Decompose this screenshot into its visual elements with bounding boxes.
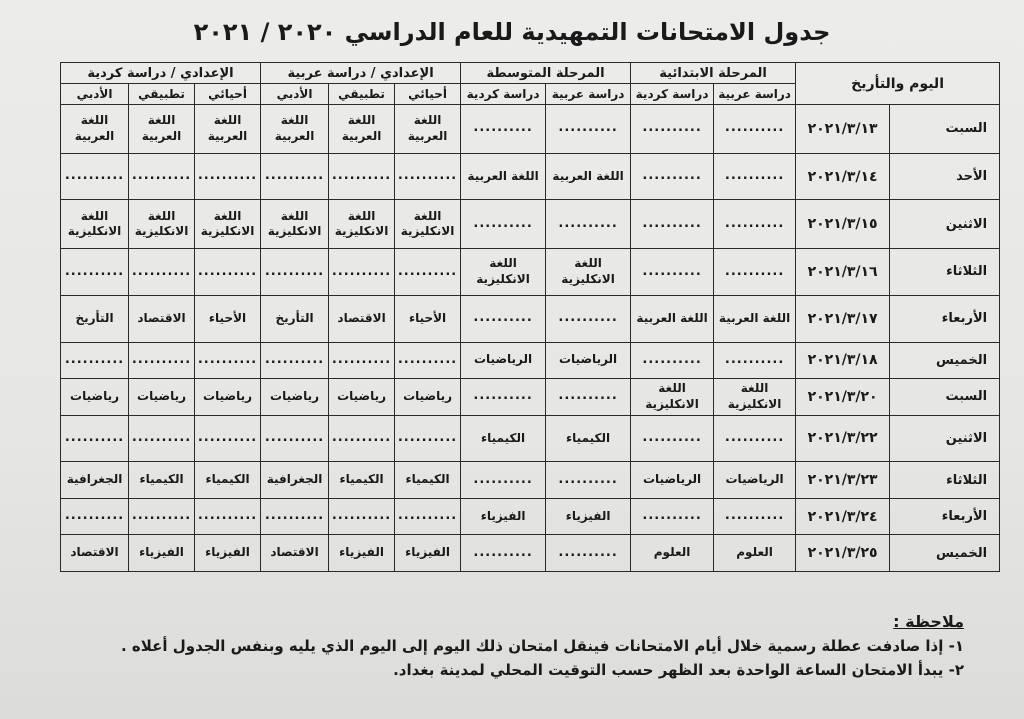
subject-cell: الجغرافية — [61, 462, 129, 499]
subject-cell: رياضيات — [395, 379, 461, 416]
table-row — [61, 498, 1000, 535]
subject-cell: اللغة الانكليزية — [461, 249, 546, 296]
day-cell: الاثنين — [890, 415, 1000, 462]
subject-cell: الفيزياء — [129, 535, 195, 572]
subject-cell: اللغة الانكليزية — [261, 200, 329, 249]
subject-cell: رياضيات — [195, 379, 261, 416]
day-cell: السبت — [890, 379, 1000, 416]
day-cell: السبت — [890, 105, 1000, 154]
subject-cell: اللغة العربية — [546, 153, 631, 200]
subject-cell: .......... — [546, 379, 631, 416]
subject-cell: .......... — [61, 153, 129, 200]
subject-cell: .......... — [395, 249, 461, 296]
subheader: أحيائي — [195, 84, 261, 105]
subheader: الأدبي — [61, 84, 129, 105]
subject-cell: الكيمياء — [129, 462, 195, 499]
note-line-1: ١- إذا صادفت عطلة رسمية خلال أيام الامتحانات فينقل امتحان ذلك اليوم إلى اليوم الذي يليه وبنفس الجدول أعلاه . — [120, 637, 964, 655]
subject-cell: الرياضيات — [546, 342, 631, 379]
subject-cell: .......... — [61, 415, 129, 462]
subject-cell: العلوم — [714, 535, 796, 572]
notes-section — [64, 612, 964, 679]
header-day-date: اليوم والتأريخ — [796, 63, 1000, 105]
subject-cell: رياضيات — [261, 379, 329, 416]
subject-cell: الفيزياء — [461, 498, 546, 535]
subject-cell: .......... — [714, 105, 796, 154]
subject-cell: .......... — [461, 535, 546, 572]
subject-cell: .......... — [546, 200, 631, 249]
subject-cell: .......... — [329, 415, 395, 462]
table-row — [61, 295, 1000, 342]
subject-cell: الكيمياء — [546, 415, 631, 462]
subject-cell: رياضيات — [129, 379, 195, 416]
subheader: دراسة عربية — [714, 84, 796, 105]
subject-cell: .......... — [261, 249, 329, 296]
subject-cell: اللغة الانكليزية — [546, 249, 631, 296]
subject-cell: .......... — [129, 249, 195, 296]
subject-cell: الاقتصاد — [61, 535, 129, 572]
subject-cell: .......... — [714, 153, 796, 200]
subject-cell: اللغة الانكليزية — [631, 379, 714, 416]
subject-cell: .......... — [714, 342, 796, 379]
subject-cell: .......... — [395, 498, 461, 535]
subject-cell: التأريخ — [61, 295, 129, 342]
subject-cell: الكيمياء — [329, 462, 395, 499]
subject-cell: .......... — [461, 105, 546, 154]
subject-cell: .......... — [631, 249, 714, 296]
subject-cell: .......... — [261, 498, 329, 535]
subject-cell: .......... — [714, 415, 796, 462]
subject-cell: اللغة العربية — [461, 153, 546, 200]
subject-cell: .......... — [329, 249, 395, 296]
date-cell: ٢٠٢١/٣/١٤ — [796, 153, 890, 200]
day-cell: الثلاثاء — [890, 249, 1000, 296]
day-cell: الاثنين — [890, 200, 1000, 249]
subject-cell: اللغة الانكليزية — [714, 379, 796, 416]
date-cell: ٢٠٢١/٣/١٧ — [796, 295, 890, 342]
date-cell: ٢٠٢١/٣/٢٣ — [796, 462, 890, 499]
subject-cell: .......... — [631, 105, 714, 154]
subject-cell: .......... — [714, 200, 796, 249]
subject-cell: اللغة العربية — [395, 105, 461, 154]
subject-cell: .......... — [195, 415, 261, 462]
table-row — [61, 379, 1000, 416]
subheader: تطبيقي — [129, 84, 195, 105]
subject-cell: الفيزياء — [395, 535, 461, 572]
page-title: جدول الامتحانات التمهيدية للعام الدراسي ٢٠٢٠ / ٢٠٢١ — [193, 18, 831, 46]
date-cell: ٢٠٢١/٣/٢٢ — [796, 415, 890, 462]
subject-cell: اللغة الانكليزية — [395, 200, 461, 249]
subheader: دراسة كردية — [631, 84, 714, 105]
table-row — [61, 105, 1000, 154]
subject-cell: اللغة الانكليزية — [129, 200, 195, 249]
date-cell: ٢٠٢١/٣/١٦ — [796, 249, 890, 296]
date-cell: ٢٠٢١/٣/١٣ — [796, 105, 890, 154]
subject-cell: .......... — [129, 415, 195, 462]
table-row — [61, 200, 1000, 249]
subject-cell: .......... — [546, 462, 631, 499]
subheader: أحيائي — [395, 84, 461, 105]
subject-cell: الرياضيات — [461, 342, 546, 379]
subject-cell: الاقتصاد — [329, 295, 395, 342]
subject-cell: .......... — [714, 249, 796, 296]
exam-schedule-table — [60, 62, 1000, 572]
subject-cell: .......... — [631, 415, 714, 462]
table-row — [61, 153, 1000, 200]
subject-cell: .......... — [631, 153, 714, 200]
subject-cell: اللغة العربية — [129, 105, 195, 154]
subject-cell: .......... — [546, 105, 631, 154]
date-cell: ٢٠٢١/٣/٢٠ — [796, 379, 890, 416]
subject-cell: .......... — [714, 498, 796, 535]
subheader: تطبيقي — [329, 84, 395, 105]
subject-cell: .......... — [329, 342, 395, 379]
header-primary-stage: المرحلة الابتدائية — [631, 63, 796, 84]
subject-cell: رياضيات — [329, 379, 395, 416]
subject-cell: .......... — [461, 379, 546, 416]
header-intermediate-stage: المرحلة المتوسطة — [461, 63, 631, 84]
subject-cell: .......... — [631, 342, 714, 379]
subject-cell: .......... — [61, 342, 129, 379]
subject-cell: اللغة العربية — [195, 105, 261, 154]
subject-cell: .......... — [329, 153, 395, 200]
table-row — [61, 342, 1000, 379]
date-cell: ٢٠٢١/٣/١٥ — [796, 200, 890, 249]
subheader: الأدبي — [261, 84, 329, 105]
subject-cell: .......... — [195, 153, 261, 200]
subject-cell: التأريخ — [261, 295, 329, 342]
subject-cell: .......... — [261, 415, 329, 462]
subject-cell: .......... — [546, 535, 631, 572]
table-row — [61, 462, 1000, 499]
subject-cell: الرياضيات — [714, 462, 796, 499]
subject-cell: .......... — [61, 249, 129, 296]
subject-cell: .......... — [461, 200, 546, 249]
subject-cell: رياضيات — [61, 379, 129, 416]
subject-cell: .......... — [195, 342, 261, 379]
subject-cell: الرياضيات — [631, 462, 714, 499]
day-cell: الثلاثاء — [890, 462, 1000, 499]
subject-cell: .......... — [395, 415, 461, 462]
subject-cell: اللغة العربية — [631, 295, 714, 342]
subject-cell: اللغة الانكليزية — [61, 200, 129, 249]
subject-cell: .......... — [631, 498, 714, 535]
day-cell: الأحد — [890, 153, 1000, 200]
subject-cell: الكيمياء — [461, 415, 546, 462]
subject-cell: الكيمياء — [395, 462, 461, 499]
subject-cell: اللغة الانكليزية — [195, 200, 261, 249]
subject-cell: الاقتصاد — [129, 295, 195, 342]
subject-cell: اللغة العربية — [329, 105, 395, 154]
subject-cell: الفيزياء — [329, 535, 395, 572]
subject-cell: .......... — [129, 498, 195, 535]
subject-cell: .......... — [129, 153, 195, 200]
table-row — [61, 249, 1000, 296]
subject-cell: .......... — [546, 295, 631, 342]
day-cell: الأربعاء — [890, 295, 1000, 342]
day-cell: الخميس — [890, 342, 1000, 379]
subject-cell: اللغة العربية — [261, 105, 329, 154]
subject-cell: الاقتصاد — [261, 535, 329, 572]
subject-cell: .......... — [261, 153, 329, 200]
subheader: دراسة كردية — [461, 84, 546, 105]
subject-cell: .......... — [395, 153, 461, 200]
subject-cell: الأحياء — [195, 295, 261, 342]
subheader: دراسة عربية — [546, 84, 631, 105]
subject-cell: .......... — [261, 342, 329, 379]
subject-cell: الفيزياء — [195, 535, 261, 572]
subject-cell: .......... — [461, 462, 546, 499]
schedule-body — [61, 105, 1000, 572]
subject-cell: .......... — [631, 200, 714, 249]
subject-cell: .......... — [329, 498, 395, 535]
subject-cell: .......... — [129, 342, 195, 379]
subject-cell: اللغة الانكليزية — [329, 200, 395, 249]
day-cell: الأربعاء — [890, 498, 1000, 535]
note-line-2: ٢- يبدأ الامتحان الساعة الواحدة بعد الظهر حسب التوقيت المحلي لمدينة بغداد. — [393, 661, 964, 679]
subject-cell: الأحياء — [395, 295, 461, 342]
subject-cell: اللغة العربية — [714, 295, 796, 342]
subject-cell: .......... — [461, 295, 546, 342]
date-cell: ٢٠٢١/٣/٢٤ — [796, 498, 890, 535]
subject-cell: .......... — [195, 249, 261, 296]
subject-cell: الجغرافية — [261, 462, 329, 499]
date-cell: ٢٠٢١/٣/١٨ — [796, 342, 890, 379]
subject-cell: .......... — [61, 498, 129, 535]
subject-cell: العلوم — [631, 535, 714, 572]
header-prep-kurdish: الإعدادي / دراسة كردية — [61, 63, 261, 84]
subject-cell: الكيمياء — [195, 462, 261, 499]
subject-cell: اللغة العربية — [61, 105, 129, 154]
subject-cell: .......... — [395, 342, 461, 379]
table-row — [61, 415, 1000, 462]
subject-cell: .......... — [195, 498, 261, 535]
notes-heading: ملاحظة : — [893, 612, 964, 631]
date-cell: ٢٠٢١/٣/٢٥ — [796, 535, 890, 572]
day-cell: الخميس — [890, 535, 1000, 572]
subject-cell: الفيزياء — [546, 498, 631, 535]
table-row — [61, 535, 1000, 572]
header-prep-arabic: الإعدادي / دراسة عربية — [261, 63, 461, 84]
